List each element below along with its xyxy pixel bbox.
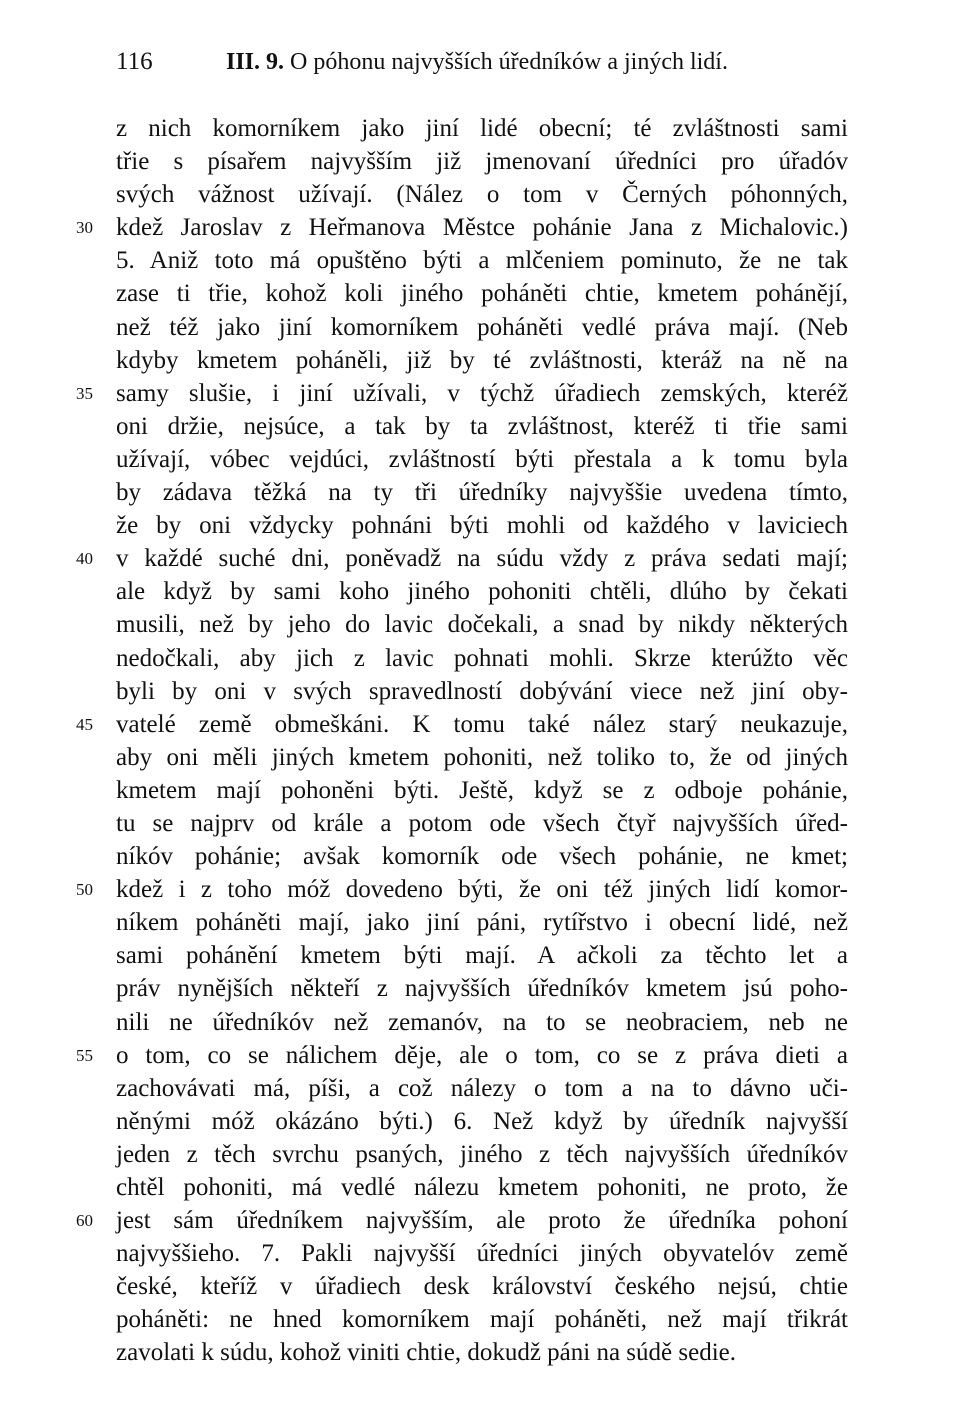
text-line — [116, 642, 848, 675]
line-text: o tom, co se nálichem děje, ale o tom, co se z práva dieti a — [116, 1041, 848, 1069]
line-number: 30 — [76, 218, 93, 238]
line-text: užívají, vóbec vejdúci, zvláštností býti přestala a k tomu byla — [116, 445, 848, 473]
line-number: 60 — [76, 1211, 93, 1231]
text-line — [116, 1006, 848, 1039]
line-text: že by oni vždycky pohnáni býti mohli od každého v laviciech — [116, 512, 848, 540]
line-text: nedočkali, aby jich z lavic pohnati mohli. Skrze kterúžto věc — [116, 644, 848, 672]
text-line — [116, 1237, 848, 1270]
line-text: sami pohánění kmetem býti mají. A ačkoli za těchto let a — [116, 942, 848, 970]
line-number: 35 — [76, 383, 93, 403]
line-text: české, kteříž v úřadiech desk království českého nejsú, chtie — [116, 1273, 848, 1301]
text-line — [116, 178, 848, 211]
line-text: z nich komorníkem jako jiní lidé obecní; té zvláštnosti sami — [116, 115, 848, 142]
text-line — [76, 873, 848, 906]
line-text: zavolati k súdu, kohož viniti chtie, dokudž páni na súdě sedie. — [116, 1339, 736, 1367]
line-text: chtěl pohoniti, má vedlé nálezu kmetem pohoniti, ne proto, že — [116, 1174, 848, 1201]
line-text: zase ti třie, kohož koli jiného poháněti chtie, kmetem pohánějí, — [116, 280, 848, 308]
line-text: oni držie, nejsúce, a tak by ta zvláštnost, kteréž ti třie sami — [116, 412, 848, 440]
line-text: by zádava těžká na ty tři úředníky najvyššie uvedena tímto, — [116, 479, 848, 507]
text-line — [76, 1039, 848, 1072]
line-text: kmetem mají pohoněni býti. Ještě, když se z odboje pohánie, — [116, 776, 848, 804]
text-line — [116, 807, 848, 840]
line-text: v každé suché dni, poněvadž na súdu vždy z práva sedati mají; — [116, 545, 848, 573]
line-text: 5. Aniž toto má opuštěno býti a mlčeniem pominuto, že ne tak — [116, 247, 848, 275]
line-text: něnými móž okázáno býti.) 6. Než když by úředník najvyšší — [116, 1107, 848, 1135]
line-text: jeden z těch svrchu psaných, jiného z těch najvyšších úředníkóv — [116, 1140, 848, 1168]
page-number: 116 — [116, 48, 153, 75]
line-text: třie s písařem najvyšším již jmenovaní úředníci pro úřadóv — [116, 148, 848, 176]
line-number: 40 — [76, 549, 93, 569]
text-line — [116, 509, 848, 542]
text-line — [116, 1270, 848, 1303]
line-text: nili ne úředníkóv než zemanóv, na to se neobraciem, neb ne — [116, 1008, 848, 1036]
text-line — [116, 410, 848, 443]
line-text: tu se najprv od krále a potom ode všech čtyř najvyšších úřed- — [116, 809, 848, 837]
line-text: jest sám úředníkem najvyšším, ale proto že úředníka pohoní — [116, 1207, 848, 1235]
line-text: než též jako jiní komorníkem poháněti vedlé práva mají. (Neb — [116, 313, 848, 341]
text-line — [116, 344, 848, 377]
line-text: poháněti: ne hned komorníkem mají poháněti, než mají třikrát — [116, 1306, 848, 1334]
line-text: kdež Jaroslav z Heřmanova Městce pohánie Jana z Michalovic.) — [116, 214, 848, 242]
text-line — [116, 774, 848, 807]
text-line — [76, 211, 848, 244]
text-line — [116, 145, 848, 178]
line-text: svých vážnost užívají. (Nález o tom v Černých póhonných, — [116, 181, 848, 209]
body-text — [76, 112, 848, 1370]
text-line — [116, 741, 848, 774]
text-line — [116, 1105, 848, 1138]
line-text: práv nynějších někteří z najvyšších úředníkóv kmetem jsú poho- — [116, 975, 848, 1003]
text-line — [116, 476, 848, 509]
text-line — [116, 443, 848, 476]
line-text: ale když by sami koho jiného pohoniti chtěli, dlúho by čekati — [116, 578, 848, 606]
text-line — [116, 608, 848, 641]
line-text: níkóv pohánie; avšak komorník ode všech pohánie, ne kmet; — [116, 843, 848, 871]
text-line — [116, 939, 848, 972]
line-text: najvyššieho. 7. Pakli najvyšší úředníci jiných obyvatelóv země — [116, 1240, 848, 1268]
text-line — [116, 244, 848, 277]
text-line — [116, 311, 848, 344]
text-line — [116, 112, 848, 145]
text-line — [76, 1204, 848, 1237]
text-line — [116, 575, 848, 608]
text-line — [116, 1171, 848, 1204]
running-head-title: O póhonu najvyšších úředníków a jiných lidí. — [290, 49, 728, 75]
line-number: 45 — [76, 714, 93, 734]
line-text: kdyby kmetem poháněli, již by té zvláštnosti, kteráž na ně na — [116, 346, 848, 374]
line-text: byli by oni v svých spravedlností dobývání viece než jiní oby- — [116, 677, 848, 705]
text-line — [76, 542, 848, 575]
line-text: kdež i z toho móž dovedeno býti, že oni též jiných lidí komor- — [116, 876, 848, 904]
text-line — [116, 277, 848, 310]
text-line — [116, 972, 848, 1005]
chapter-label: III. 9. — [226, 49, 285, 75]
text-line — [116, 1303, 848, 1336]
line-number: 50 — [76, 880, 93, 900]
text-line — [76, 377, 848, 410]
page-header — [116, 42, 856, 82]
line-text: aby oni měli jiných kmetem pohoniti, než toliko to, že od jiných — [116, 743, 848, 771]
text-line — [76, 708, 848, 741]
text-line — [116, 1138, 848, 1171]
text-line — [116, 1336, 848, 1369]
line-text: samy slušie, i jiní užívali, v týchž úřadiech zemských, kteréž — [116, 379, 848, 407]
line-text: vatelé země obmeškáni. K tomu také nález starý neukazuje, — [116, 710, 848, 738]
text-line — [116, 840, 848, 873]
line-text: zachovávati má, píši, a což nálezy o tom a na to dávno uči- — [116, 1074, 848, 1102]
line-text: musili, než by jeho do lavic dočekali, a snad by nikdy některých — [116, 611, 848, 639]
text-line — [116, 906, 848, 939]
line-number: 55 — [76, 1045, 93, 1065]
text-line — [116, 1072, 848, 1105]
text-line — [116, 675, 848, 708]
running-head — [226, 42, 728, 82]
line-text: níkem poháněti mají, jako jiní páni, rytířstvo i obecní lidé, než — [116, 909, 848, 937]
